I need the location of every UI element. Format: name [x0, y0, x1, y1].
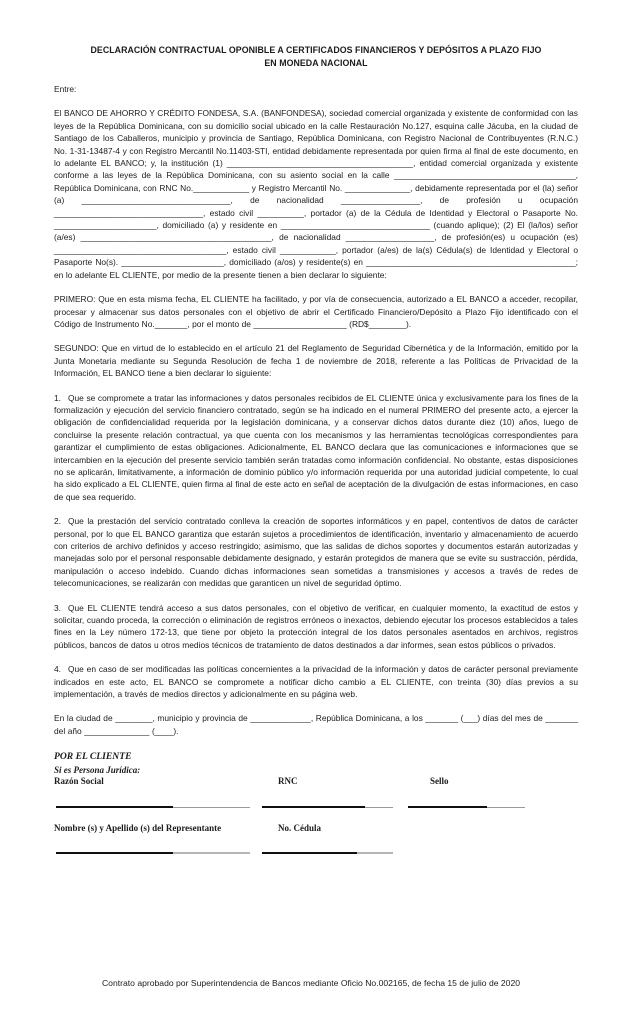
- paragraph-segundo: SEGUNDO: Que en virtud de lo establecido en el artículo 21 del Reglamento de Seguridad Cibernética y de la Información, emitido por la Junta Monetaria mediante su Segunda Resolución de fecha 1 de noviembre de 2018, referente a las Políticas de Privacidad de la Información, EL BANCO tiene a bien declarar lo siguiente:: [54, 343, 578, 379]
- document-title: [54, 44, 578, 69]
- sello-signature-line: [408, 805, 525, 808]
- sello-label: Sello: [430, 776, 449, 787]
- clause-2-number: 2.: [54, 516, 61, 527]
- rnc-label: RNC: [278, 776, 298, 787]
- razon-social-signature-line: [56, 805, 250, 808]
- clause-2-text: Que la prestación del servicio contratado conlleva la creación de soportes informáticos y en papel, contentivos de datos de carácter personal, por lo que EL BANCO garantiza que estarán sujetos a procedimientos de identificación, inventario y almacenamiento de acuerdo con criterios de archivo definidos y acceso restringido; asimismo, que las salidas de dichos soportes y documentos estarán autorizadas y manejadas solo por el personal responsable debidamente designado, y estarán protegidos de manera que se evite su sustracción, pérdida, manipulación o acceso indebido. Cuando dichas informaciones sean sometidas a transmisiones y accesos a través de redes de telecomunicaciones, se realizarán con medidas que garanticen un nivel de seguridad óptimo.: [54, 516, 578, 589]
- document-title-line2: EN MONEDA NACIONAL: [264, 57, 368, 68]
- signature-heading: POR EL CLIENTE: [54, 751, 132, 763]
- representante-label: Nombre (s) y Apellido (s) del Representante: [54, 823, 222, 834]
- clause-3-number: 3.: [54, 602, 61, 613]
- signature-subheading: Si es Persona Jurídica:: [54, 764, 141, 775]
- clause-3-text: Que EL CLIENTE tendrá acceso a sus datos personales, con el objetivo de verificar, en cualquier momento, la exactitud de estos y solicitar, cuando proceda, la corrección o eliminación de registros erróneos o inexactos, debiendo ejecutar los procesos establecidos a tales fines en la Ley número 172-13, que tiene por objeto la protección integral de los datos personales asentados en archivos, registros públicos, bancos de datos u otros medios técnicos de tratamiento de datos destinados a dar informes, sean estos públicos o privados.: [54, 602, 578, 650]
- clause-1: [54, 392, 578, 504]
- clause-4-number: 4.: [54, 664, 61, 675]
- closing-paragraph: En la ciudad de ________, municipio y provincia de _____________, República Dominicana, a los _______ (___) días del mes de _______ del año ______________ (____).: [54, 713, 578, 736]
- clause-1-number: 1.: [54, 392, 61, 403]
- representante-signature-line: [56, 851, 250, 854]
- rnc-signature-line: [262, 805, 393, 808]
- clause-1-text: Que se compromete a tratar las informaciones y datos personales recibidos de EL CLIENTE única y exclusivamente para los fines de la formalización y ejecución del servicio financiero contratado, según se ha indicado en el numeral PRIMERO del presente acto, a ejercer la obligación de confidencialidad requerida por la legislación dominicana, y a conservar dichos datos durante diez (10) años, luego de concluirse la presente relación contractual, ya que cuenta con los mecanismos y las herramientas tecnológicas correspondientes para garantizar el cumplimiento de estas obligaciones. Adicionalmente, EL BANCO declara que las comunicaciones e informaciones que se intercambien en la ejecución del presente servicio también serán tratadas como información confidencial. No obstante, estas disposiciones no se aplicarán, limitativamente, a información de dominio público y/o información requerida por una autoridad judicial competente, lo cual ha sido explicado a EL CLIENTE, quien firma al final de este acto en señal de aceptación de la divulgación de estas informaciones, en caso de que sea requerido.: [54, 392, 578, 502]
- clause-4: [54, 663, 578, 700]
- document-title-line1: DECLARACIÓN CONTRACTUAL OPONIBLE A CERTIFICADOS FINANCIEROS Y DEPÓSITOS A PLAZO FIJO: [90, 45, 542, 55]
- clause-2: [54, 515, 578, 589]
- paragraph-parties: El BANCO DE AHORRO Y CRÉDITO FONDESA, S.A. (BANFONDESA), sociedad comercial organizada y existente de conformidad con las leyes de la República Dominicana, con su domicilio social ubicado en la calle Restauración No.127, esquina calle Jácuba, en la ciudad de Santiago de los Caballeros, municipio y provincia de Santiago, República Dominicana, con Registro Nacional de Contribuyentes (R.N.C.) No. 1-31-13487-4 y con Registro Mercantil No.11403-STI, entidad debidamente representada por quien firma al final de este documento, en lo adelante EL BANCO; y, la institución (1) ________________________________________, entidad comercial organizada y existente conforme a las leyes de la República Dominicana, con su asiento social en la calle _______________________________________, República Dominicana, con RNC No.____________ y Registro Mercantil No. ______________, debidamente representada por el (la) señor (a) ________________________________, de nacionalidad _________________, de profesión u ocupación ________________________________, estado civil __________, portador (a) de la Cédula de Identidad y Electoral o Pasaporte No. ______________________, domiciliado (a) y residente en ________________________________ (cuando aplique); (2) El (la/los) señor (a/es) _________________________________________, de nacionalidad ___________________, de profesión(es) u ocupación (es) _____________________________________, estado civil ____________, portador (a/es) de la(s) Cédula(s) de Identidad y Electoral o Pasaporte No(s). ______________________, domiciliado (a/os) y residente(s) en _____________________________________________; en lo adelante EL CLIENTE, por medio de la presente tienen a bien declarar lo siguiente:: [54, 108, 578, 280]
- cedula-label: No. Cédula: [278, 823, 322, 834]
- clause-3: [54, 602, 578, 652]
- approval-footer: Contrato aprobado por Superintendencia de Bancos mediante Oficio No.002165, de fecha 15 de julio de 2020: [101, 978, 521, 988]
- razon-social-label: Razón Social: [54, 776, 104, 787]
- intro-label: Entre:: [54, 84, 77, 94]
- signature-block: [54, 751, 578, 879]
- paragraph-primero: PRIMERO: Que en esta misma fecha, EL CLIENTE ha facilitado, y por vía de consecuencia, autorizado a EL BANCO a acceder, recopilar, procesar y almacenar sus datos personales con el objetivo de abrir el Certificado Financiero/Depósito a Plazo Fijo identificado con el Código de Instrumento No._______, por el monto de ____________________ (RD$________).: [54, 294, 578, 329]
- cedula-signature-line: [262, 851, 393, 854]
- clause-4-text: Que en caso de ser modificadas las políticas concernientes a la privacidad de la información y datos de carácter personal previamente indicados en este acto, EL BANCO se compromete a notificar dicho cambio a EL CLIENTE, con treinta (30) días previos a su implementación, a través de medios directos y adicionalmente en su página web.: [54, 664, 578, 700]
